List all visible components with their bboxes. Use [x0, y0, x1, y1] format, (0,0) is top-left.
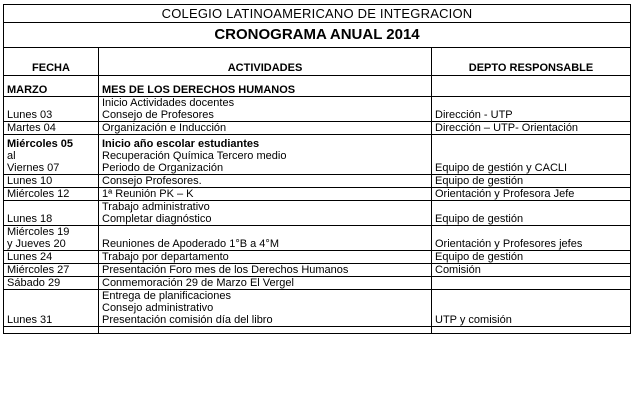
actividades-line: Presentación Foro mes de los Derechos Humanos [102, 264, 349, 276]
fecha-line: Miércoles 05 [7, 138, 74, 150]
fecha-line: Martes 04 [7, 122, 56, 134]
fecha-line: y Jueves 20 [7, 238, 66, 250]
document-title: CRONOGRAMA ANUAL 2014 [4, 23, 631, 48]
table-row [4, 97, 631, 122]
cell-actividades [99, 264, 432, 277]
schedule-rows [4, 97, 631, 334]
month-name: MARZO [4, 76, 99, 97]
cell-actividades [99, 277, 432, 290]
cell-depto [432, 251, 631, 264]
table-row-partial [4, 327, 631, 334]
actividades-line: Inicio Actividades docentes [102, 97, 235, 109]
fecha-line: Lunes 03 [7, 109, 53, 121]
cell-actividades [99, 175, 432, 188]
fecha-line: Viernes 07 [7, 162, 60, 174]
depto-line: Dirección - UTP [435, 109, 513, 121]
cell-actividades [99, 135, 432, 175]
month-depto-empty [432, 76, 631, 97]
cell-fecha [4, 188, 99, 201]
actividades-line: Reuniones de Apoderado 1°B a 4°M [102, 238, 279, 250]
actividades-line: Trabajo por departamento [102, 251, 229, 263]
column-header-fecha: FECHA [4, 48, 99, 76]
actividades-line: Presentación comisión día del libro [102, 314, 273, 326]
table-row [4, 277, 631, 290]
cell-actividades [99, 251, 432, 264]
school-name: COLEGIO LATINOAMERICANO DE INTEGRACION [4, 5, 631, 23]
actividades-line: 1ª Reunión PK – K [102, 188, 194, 200]
depto-line: Equipo de gestión [435, 251, 524, 263]
actividades-line: Completar diagnóstico [102, 213, 212, 225]
cell-fecha [4, 277, 99, 290]
actividades-line: Trabajo administrativo [102, 201, 210, 213]
table-row [4, 188, 631, 201]
cell-depto [432, 122, 631, 135]
fecha-line: Lunes 10 [7, 175, 53, 187]
cell-fecha [4, 201, 99, 226]
cell-actividades [99, 122, 432, 135]
cell-depto [432, 97, 631, 122]
month-row [4, 76, 631, 97]
fecha-line: al [7, 150, 16, 162]
cell-actividades [99, 290, 432, 327]
cell-actividades [99, 201, 432, 226]
table-row [4, 290, 631, 327]
cell-depto [432, 264, 631, 277]
cell-depto [432, 277, 631, 290]
actividades-line: Conmemoración 29 de Marzo El Vergel [102, 277, 294, 289]
depto-line: Comisión [435, 264, 481, 276]
cell-depto [432, 188, 631, 201]
table-row [4, 251, 631, 264]
cell-actividades [99, 97, 432, 122]
depto-line: Equipo de gestión y CACLI [435, 162, 568, 174]
fecha-line: Sábado 29 [7, 277, 61, 289]
depto-line: Orientación y Profesores jefes [435, 238, 583, 250]
cell-fecha [4, 264, 99, 277]
cell-actividades [99, 188, 432, 201]
depto-line: Equipo de gestión [435, 175, 524, 187]
actividades-line: Consejo Profesores. [102, 175, 202, 187]
column-header-depto: DEPTO RESPONSABLE [432, 48, 631, 76]
table-row [4, 122, 631, 135]
fecha-line: Lunes 24 [7, 251, 53, 263]
cell-fecha [4, 226, 99, 251]
school-name-row [4, 5, 631, 23]
table-row [4, 226, 631, 251]
table-row [4, 135, 631, 175]
actividades-line: Recuperación Química Tercero medio [102, 150, 287, 162]
cell-empty [4, 327, 99, 334]
fecha-line: Miércoles 12 [7, 188, 70, 200]
column-header-row [4, 48, 631, 76]
actividades-line: Organización e Inducción [102, 122, 227, 134]
fecha-line: Miércoles 19 [7, 226, 70, 238]
cell-depto [432, 175, 631, 188]
cell-depto [432, 226, 631, 251]
fecha-line: Lunes 18 [7, 213, 53, 225]
table-row [4, 201, 631, 226]
fecha-line: Miércoles 27 [7, 264, 70, 276]
actividades-line: Periodo de Organización [102, 162, 224, 174]
actividades-line: Entrega de planificaciones [102, 290, 232, 302]
actividades-line: Consejo administrativo [102, 302, 214, 314]
cell-fecha [4, 175, 99, 188]
table-row [4, 175, 631, 188]
cell-fecha [4, 122, 99, 135]
cell-depto [432, 290, 631, 327]
schedule-document [3, 4, 630, 334]
fecha-line: Lunes 31 [7, 314, 53, 326]
depto-line: Equipo de gestión [435, 213, 524, 225]
schedule-table [3, 4, 631, 334]
actividades-line: Inicio año escolar estudiantes [102, 138, 260, 150]
cell-fecha [4, 290, 99, 327]
cell-fecha [4, 135, 99, 175]
actividades-line: Consejo de Profesores [102, 109, 214, 121]
depto-line: Dirección – UTP- Orientación [435, 122, 579, 134]
month-theme: MES DE LOS DERECHOS HUMANOS [99, 76, 432, 97]
depto-line: Orientación y Profesora Jefe [435, 188, 575, 200]
cell-depto [432, 135, 631, 175]
cell-empty [99, 327, 432, 334]
cell-actividades [99, 226, 432, 251]
cell-fecha [4, 251, 99, 264]
column-header-actividades: ACTIVIDADES [99, 48, 432, 76]
table-row [4, 264, 631, 277]
cell-empty [432, 327, 631, 334]
cell-fecha [4, 97, 99, 122]
document-title-row [4, 23, 631, 48]
depto-line: UTP y comisión [435, 314, 512, 326]
cell-depto [432, 201, 631, 226]
